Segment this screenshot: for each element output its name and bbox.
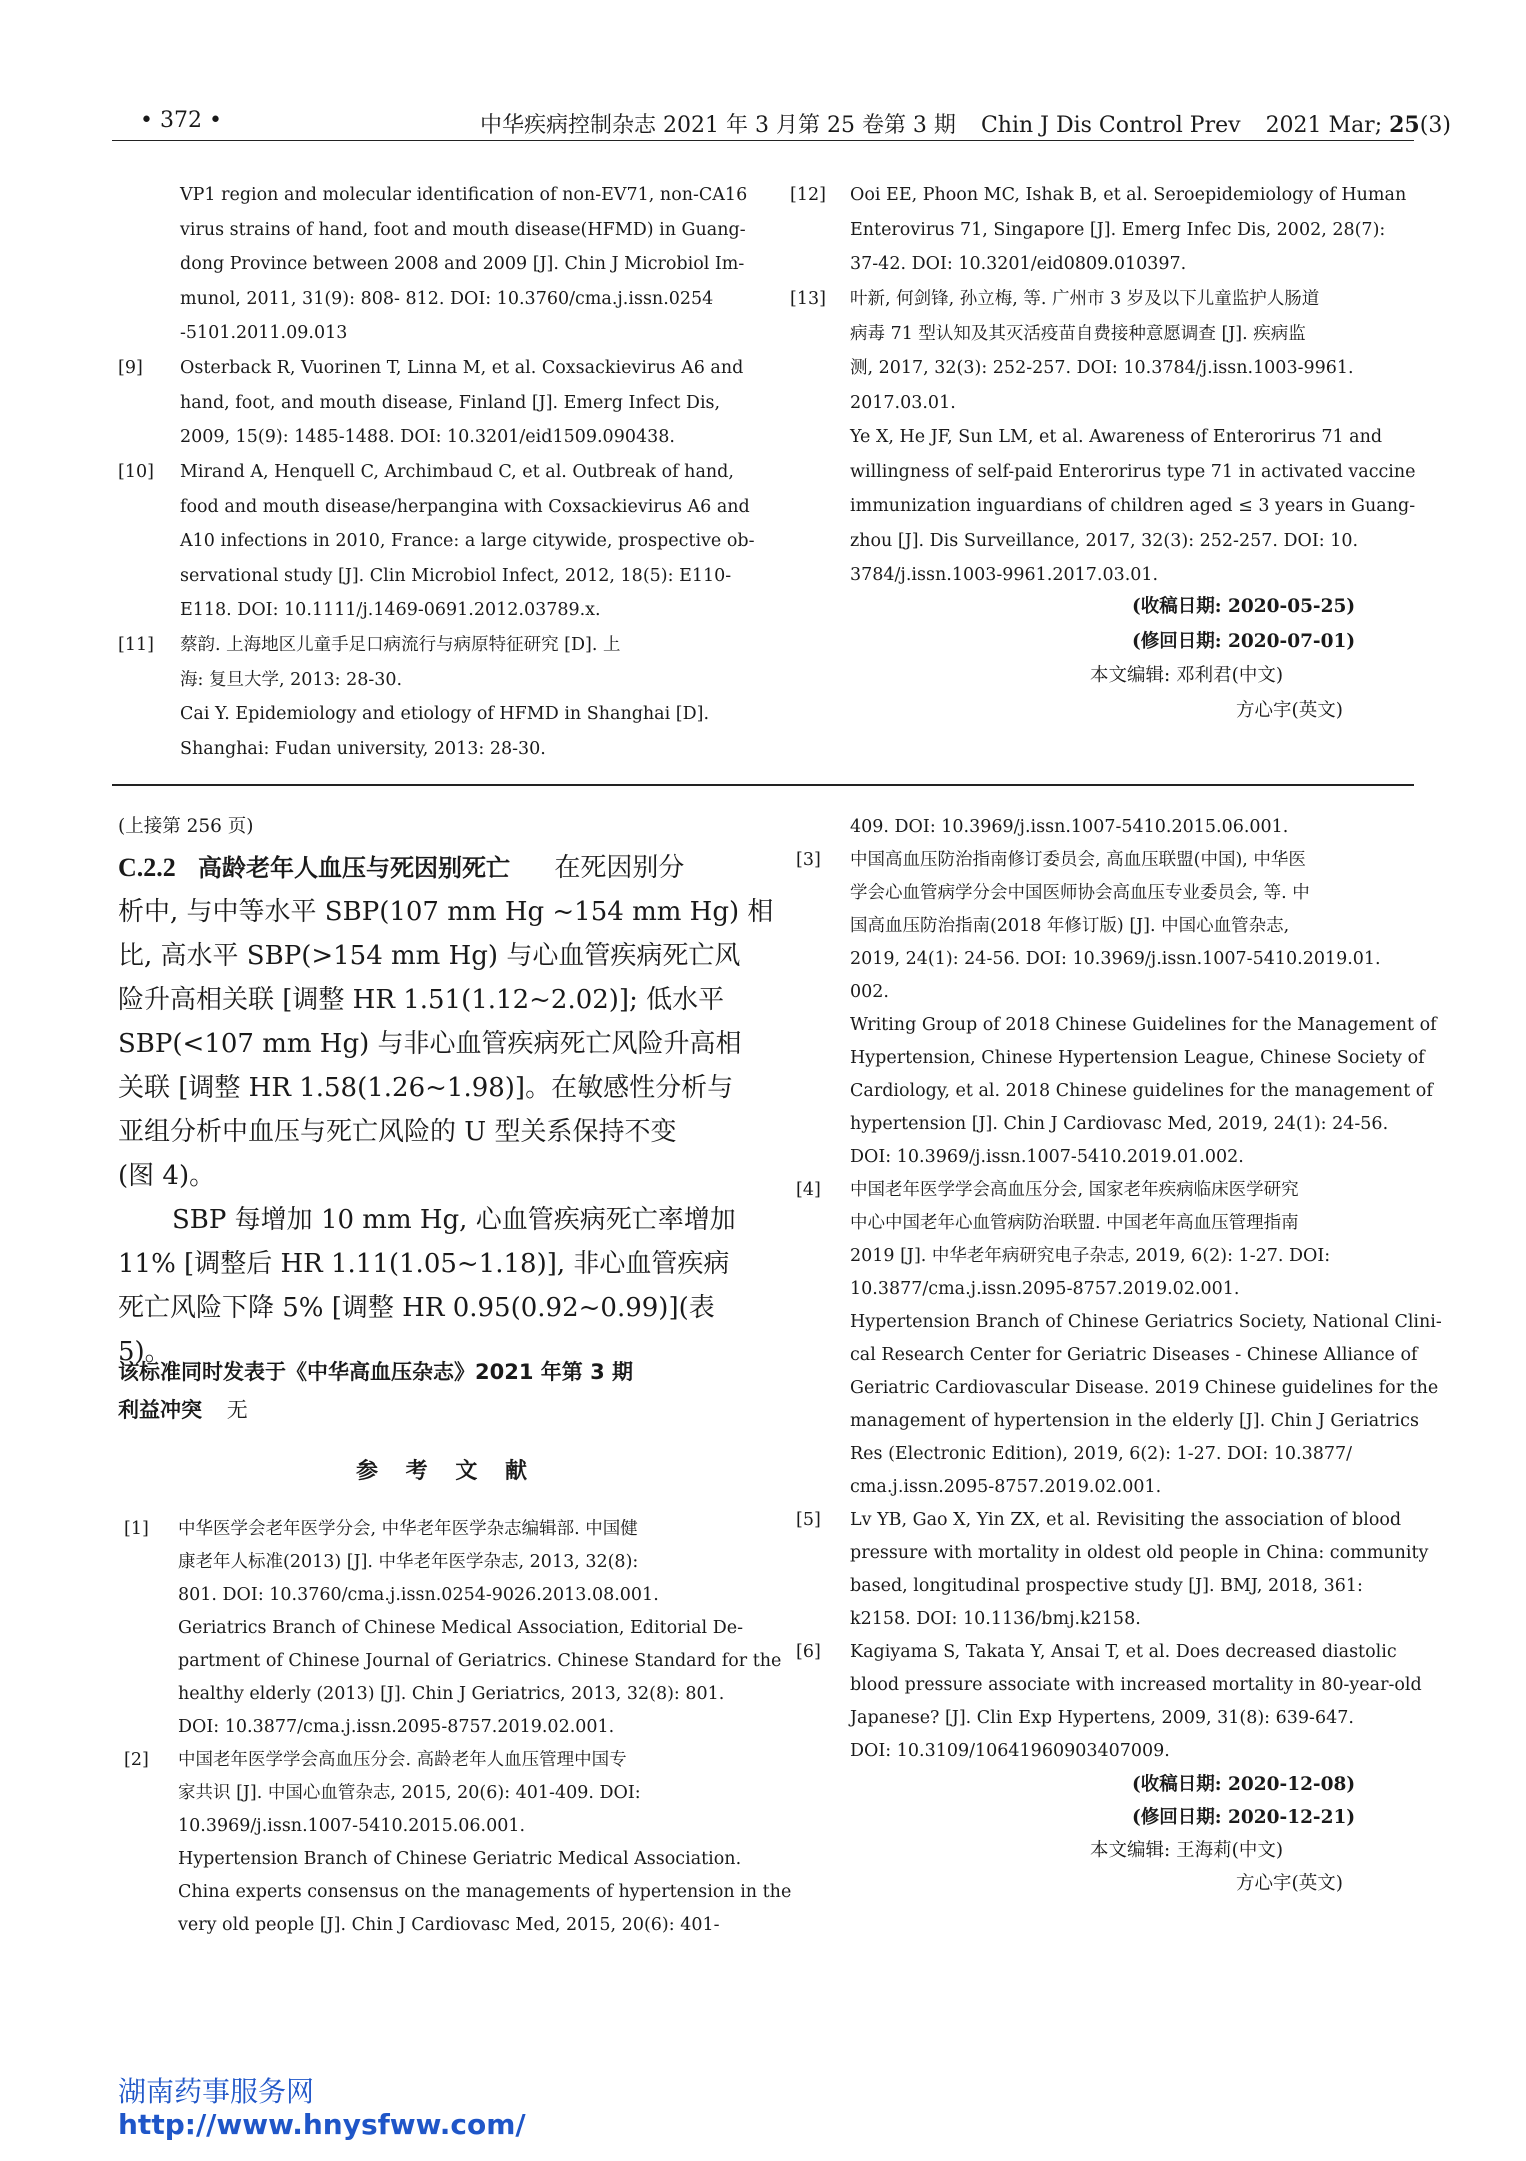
ref-line: k2158. DOI: 10.1136/bmj.k2158. (850, 1609, 1141, 1629)
ref-line: dong Province between 2008 and 2009 [J]. Chin J Microbiol Im- (180, 254, 745, 274)
ref-line: DOI: 10.3877/cma.j.issn.2095-8757.2019.02.001. (178, 1717, 615, 1737)
ref-number: [13] (790, 289, 826, 309)
ref-line: DOI: 10.3969/j.issn.1007-5410.2019.01.002. (850, 1147, 1244, 1167)
ref-line: Hypertension Branch of Chinese Geriatric Medical Association. (178, 1849, 742, 1869)
ref-line: Cai Y. Epidemiology and etiology of HFMD in Shanghai [D]. (180, 704, 710, 724)
revised-date: (修回日期: 2020-07-01) (1132, 630, 1356, 652)
ref-line: 2019, 24(1): 24-56. DOI: 10.3969/j.issn.1007-5410.2019.01. (850, 949, 1381, 969)
body-line: SBP(<107 mm Hg) 与非心血管疾病死亡风险升高相 (118, 1029, 742, 1059)
ref-number: [11] (118, 635, 154, 655)
top-left-references (118, 178, 755, 778)
ref-line: 学会心血管病学分会中国医师协会高血压专业委员会, 等. 中 (850, 883, 1310, 903)
ref-line: Osterback R, Vuorinen T, Linna M, et al. Coxsackievirus A6 and (180, 358, 744, 378)
received-date: (收稿日期: 2020-05-25) (1132, 596, 1356, 617)
ref-line: blood pressure associate with increased mortality in 80-year-old (850, 1675, 1422, 1695)
editor-en: 方心宇(英文) (1236, 699, 1343, 721)
ref-line: Res (Electronic Edition), 2019, 6(2): 1-27. DOI: 10.3877/ (850, 1444, 1353, 1464)
bottom-article-meta (1090, 1768, 1420, 1900)
ref-number: [1] (124, 1519, 149, 1539)
ref-line: Kagiyama S, Takata Y, Ansai T, et al. Does decreased diastolic (850, 1642, 1397, 1662)
ref-line: very old people [J]. Chin J Cardiovasc Med, 2015, 20(6): 401- (178, 1915, 720, 1935)
editor-cn: 本文编辑: 邓利君(中文) (1090, 665, 1284, 686)
ref-line: hypertension [J]. Chin J Cardiovasc Med, 2019, 24(1): 24-56. (850, 1114, 1389, 1134)
ref-line: Ooi EE, Phoon MC, Ishak B, et al. Seroepidemiology of Human (850, 185, 1407, 205)
ref-line: 10.3877/cma.j.issn.2095-8757.2019.02.001. (850, 1279, 1240, 1299)
section-heading-number: C.2.2 (118, 853, 176, 882)
journal-title-en: Chin J Dis Control Prev (980, 113, 1241, 138)
journal-title-cn: 中华疾病控制杂志 2021 年 3 月第 25 卷第 3 期 (480, 113, 956, 138)
body-line: 11% [调整后 HR 1.11(1.05~1.18)], 非心血管疾病 (118, 1249, 730, 1279)
conflict-of-interest (118, 1394, 248, 1424)
volume-number: 25 (1389, 112, 1420, 138)
ref-line: Enterovirus 71, Singapore [J]. Emerg Infec Dis, 2002, 28(7): (850, 219, 1386, 240)
ref-line: willingness of self-paid Enterorirus type 71 in activated vaccine (850, 461, 1416, 482)
ref-line: pressure with mortality in oldest old people in China: community (850, 1543, 1429, 1563)
ref-line: 002. (850, 982, 889, 1002)
ref-line: 家共识 [J]. 中国心血管杂志, 2015, 20(6): 401-409. DOI: (178, 1783, 641, 1803)
ref-line: immunization inguardians of children aged ≤ 3 years in Guang- (850, 496, 1416, 516)
ref-line: 409. DOI: 10.3969/j.issn.1007-5410.2015.06.001. (850, 817, 1289, 837)
top-right-references (790, 178, 1420, 598)
ref-line: 中国老年医学学会高血压分会. 高龄老年人血压管理中国专 (178, 1750, 627, 1770)
top-article-meta (1090, 590, 1420, 728)
ref-line: DOI: 10.3109/10641960903407009. (850, 1741, 1170, 1761)
references-title: 参 考 文 献 (356, 1458, 537, 1484)
page-number: • 372 • (140, 108, 222, 133)
ref-line: Ye X, He JF, Sun LM, et al. Awareness of Enterorirus 71 and (850, 427, 1383, 447)
ref-line: Lv YB, Gao X, Yin ZX, et al. Revisiting the association of blood (850, 1510, 1402, 1530)
ref-line: partment of Chinese Journal of Geriatrics. Chinese Standard for the (178, 1651, 782, 1671)
issue-date: 2021 Mar; (1265, 113, 1390, 138)
ref-line: 测, 2017, 32(3): 252-257. DOI: 10.3784/j.issn.1003-9961. (850, 358, 1354, 378)
body-line: (图 4)。 (118, 1161, 216, 1191)
editor-cn: 本文编辑: 王海莉(中文) (1090, 1840, 1284, 1861)
ref-line: 中国老年医学学会高血压分会, 国家老年疾病临床医学研究 (850, 1180, 1299, 1200)
ref-line: Writing Group of 2018 Chinese Guidelines for the Management of (850, 1015, 1437, 1035)
ref-number: [5] (796, 1510, 821, 1530)
ref-line: Geriatrics Branch of Chinese Medical Association, Editorial De- (178, 1618, 743, 1638)
watermark-url[interactable]: http://www.hnysfww.com/ (118, 2108, 526, 2141)
ref-line: 801. DOI: 10.3760/cma.j.issn.0254-9026.2013.08.001. (178, 1585, 659, 1605)
ref-line: 37-42. DOI: 10.3201/eid0809.010397. (850, 254, 1187, 274)
ref-line: hand, foot, and mouth disease, Finland [J]. Emerg Infect Dis, (180, 392, 721, 413)
ref-line: 叶新, 何剑锋, 孙立梅, 等. 广州市 3 岁及以下儿童监护人肠道 (850, 289, 1320, 309)
ref-line: Hypertension, Chinese Hypertension League, Chinese Society of (850, 1048, 1425, 1068)
editor-en: 方心宇(英文) (1236, 1873, 1343, 1894)
ref-line: 中心中国老年心血管病防治联盟. 中国老年高血压管理指南 (850, 1213, 1299, 1233)
ref-line: VP1 region and molecular identification of non-EV71, non-CA16 (180, 185, 748, 205)
ref-line: 2009, 15(9): 1485-1488. DOI: 10.3201/eid1509.090438. (180, 427, 675, 447)
ref-line: China experts consensus on the managements of hypertension in the (178, 1882, 792, 1902)
ref-line: Hypertension Branch of Chinese Geriatrics Society, National Clini- (850, 1312, 1442, 1332)
publication-note: 该标准同时发表于《中华高血压杂志》2021 年第 3 期 (118, 1360, 633, 1384)
ref-line: zhou [J]. Dis Surveillance, 2017, 32(3): 252-257. DOI: 10. (850, 530, 1359, 551)
ref-line: healthy elderly (2013) [J]. Chin J Geriatrics, 2013, 32(8): 801. (178, 1684, 725, 1704)
ref-line: E118. DOI: 10.1111/j.1469-0691.2012.03789.x. (180, 600, 601, 620)
ref-line: 2017.03.01. (850, 392, 956, 413)
bottom-left-references (118, 1512, 792, 1952)
continued-from: (上接第 256 页) (118, 816, 254, 837)
body-line: 死亡风险下降 5% [调整 HR 0.95(0.92~0.99)](表 (118, 1293, 715, 1323)
ref-line: management of hypertension in the elderly [J]. Chin J Geriatrics (850, 1411, 1419, 1431)
ref-number: [3] (796, 850, 821, 870)
body-line: 析中, 与中等水平 SBP(107 mm Hg ~154 mm Hg) 相 (118, 897, 774, 927)
ref-number: [10] (118, 462, 154, 482)
ref-line: 康老年人标准(2013) [J]. 中华老年医学杂志, 2013, 32(8): (178, 1552, 639, 1572)
body-line: 险升高相关联 [调整 HR 1.51(1.12~2.02)]; 低水平 (118, 985, 725, 1015)
received-date: (收稿日期: 2020-12-08) (1132, 1774, 1356, 1795)
conflict-label: 利益冲突 (118, 1398, 202, 1422)
watermark-name: 湖南药事服务网 (118, 2075, 315, 2108)
section-divider (112, 784, 1414, 786)
body-line: 亚组分析中血压与死亡风险的 U 型关系保持不变 (118, 1117, 677, 1147)
ref-line: 蔡韵. 上海地区儿童手足口病流行与病原特征研究 [D]. 上 (180, 635, 621, 655)
ref-line: 病毒 71 型认知及其灭活疫苗自费接种意愿调查 [J]. 疾病监 (850, 323, 1306, 344)
ref-number: [9] (118, 358, 143, 378)
ref-line: 10.3969/j.issn.1007-5410.2015.06.001. (178, 1816, 526, 1836)
ref-line: cma.j.issn.2095-8757.2019.02.001. (850, 1477, 1162, 1497)
section-heading-title: 高龄老年人血压与死因别死亡 (198, 854, 511, 882)
body-line: 5)。 (118, 1337, 171, 1367)
ref-line: servational study [J]. Clin Microbiol Infect, 2012, 18(5): E110- (180, 565, 732, 586)
body-line: 在死因别分 (554, 853, 685, 883)
ref-line: 海: 复旦大学, 2013: 28-30. (180, 669, 403, 690)
ref-line: Shanghai: Fudan university, 2013: 28-30. (180, 738, 546, 759)
running-header (480, 108, 1451, 139)
ref-number: [12] (790, 185, 826, 205)
ref-line: Mirand A, Henquell C, Archimbaud C, et al. Outbreak of hand, (180, 462, 734, 482)
body-line: SBP 每增加 10 mm Hg, 心血管疾病死亡率增加 (172, 1205, 736, 1235)
ref-line: food and mouth disease/herpangina with Coxsackievirus A6 and (180, 496, 750, 517)
ref-line: cal Research Center for Geriatric Diseases - Chinese Alliance of (850, 1345, 1418, 1365)
ref-line: 3784/j.issn.1003-9961.2017.03.01. (850, 565, 1159, 585)
body-line: 比, 高水平 SBP(>154 mm Hg) 与心血管疾病死亡风 (118, 941, 741, 971)
ref-line: Geriatric Cardiovascular Disease. 2019 Chinese guidelines for the (850, 1378, 1439, 1398)
ref-line: Cardiology, et al. 2018 Chinese guidelines for the management of (850, 1081, 1433, 1101)
ref-line: 2019 [J]. 中华老年病研究电子杂志, 2019, 6(2): 1-27. DOI: (850, 1246, 1331, 1266)
ref-line: based, longitudinal prospective study [J]. BMJ, 2018, 361: (850, 1576, 1363, 1596)
ref-line: 国高血压防治指南(2018 年修订版) [J]. 中国心血管杂志, (850, 916, 1290, 936)
ref-line: -5101.2011.09.013 (180, 323, 348, 343)
ref-line: virus strains of hand, foot and mouth disease(HFMD) in Guang- (180, 219, 746, 240)
ref-line: 中国高血压防治指南修订委员会, 高血压联盟(中国), 中华医 (850, 850, 1306, 870)
revised-date: (修回日期: 2020-12-21) (1132, 1807, 1356, 1828)
issue-number: (3) (1419, 113, 1451, 138)
ref-number: [4] (796, 1180, 821, 1200)
ref-number: [2] (124, 1750, 149, 1770)
ref-number: [6] (796, 1642, 821, 1662)
bottom-right-references (790, 810, 1442, 1770)
conflict-value: 无 (226, 1398, 248, 1422)
ref-line: Japanese? [J]. Clin Exp Hypertens, 2009, 31(8): 639-647. (850, 1708, 1354, 1728)
section-c22 (118, 846, 774, 1374)
ref-line: 中华医学会老年医学分会, 中华老年医学杂志编辑部. 中国健 (178, 1519, 638, 1539)
body-line: 关联 [调整 HR 1.58(1.26~1.98)]。在敏感性分析与 (118, 1073, 734, 1103)
header-rule (112, 140, 1414, 141)
ref-line: munol, 2011, 31(9): 808- 812. DOI: 10.3760/cma.j.issn.0254 (180, 288, 714, 309)
ref-line: A10 infections in 2010, France: a large citywide, prospective ob- (180, 531, 755, 551)
